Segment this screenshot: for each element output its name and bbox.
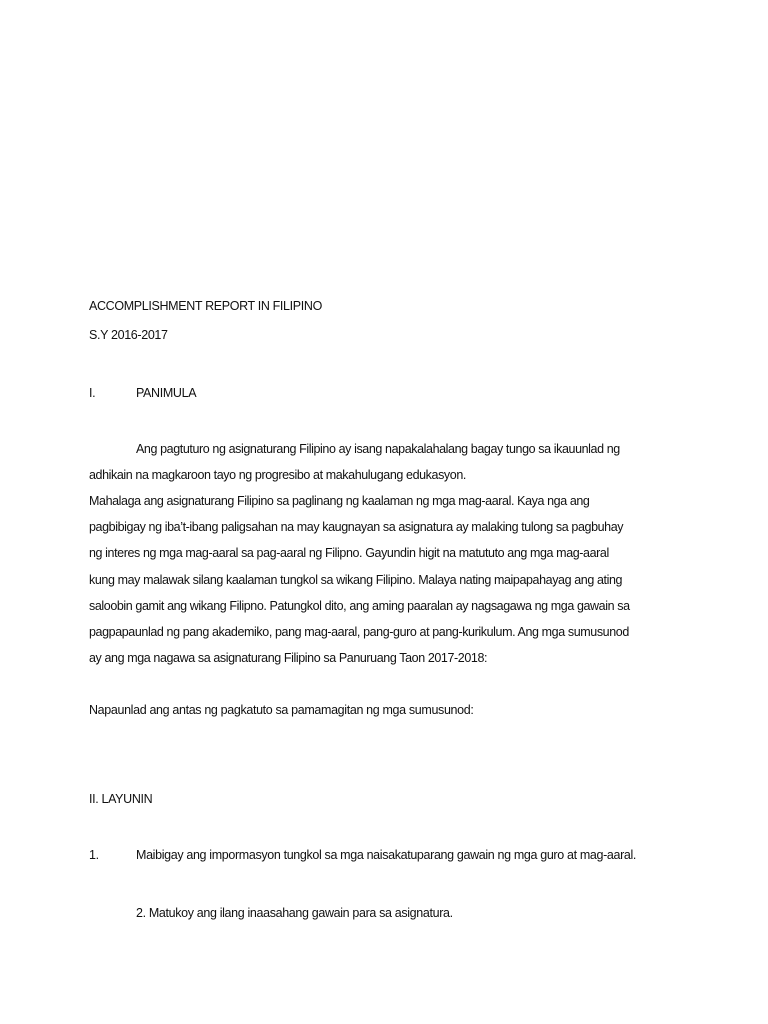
objective-number: 1. [89, 848, 99, 862]
paragraph-line: adhikain na magkaroon tayo ng progresibo at makahulugang edukasyon. [89, 468, 466, 482]
section-heading-panimula: PANIMULA [136, 386, 197, 400]
objective-item: 2. Matukoy ang ilang inaasahang gawain para sa asignatura. [136, 906, 453, 920]
paragraph-line: ay ang mga nagawa sa asignaturang Filipino sa Panuruang Taon 2017-2018: [89, 651, 488, 665]
paragraph-line: kung may malawak silang kaalaman tungkol sa wikang Filipino. Malaya nating maipapahayag ang ating [89, 573, 623, 587]
section-heading-layunin: II. LAYUNIN [89, 792, 153, 806]
section-number: I. [89, 386, 96, 400]
school-year: S.Y 2016-2017 [89, 328, 168, 342]
paragraph-line: Mahalaga ang asignaturang Filipino sa paglinang ng kaalaman ng mga mag-aaral. Kaya nga ang [89, 494, 590, 508]
objective-item: Maibigay ang impormasyon tungkol sa mga naisakatuparang gawain ng mga guro at mag-aaral. [136, 848, 637, 862]
paragraph-line: pagbibigay ng iba’t-ibang paligsahan na may kaugnayan sa asignatura ay malaking tulong sa pagbuhay [89, 520, 624, 534]
paragraph-line: ng interes ng mga mag-aaral sa pag-aaral ng Filipno. Gayundin higit na matututo ang mga mag-aaral [89, 546, 609, 560]
paragraph-line: saloobin gamit ang wikang Filipno. Patungkol dito, ang aming paaralan ay nagsagawa ng mga gawain sa [89, 599, 630, 613]
summary-line: Napaunlad ang antas ng pagkatuto sa pamamagitan ng mga sumusunod: [89, 703, 474, 717]
paragraph-line: pagpapaunlad ng pang akademiko, pang mag-aaral, pang-guro at pang-kurikulum. Ang mga sumusunod [89, 625, 629, 639]
report-title: ACCOMPLISHMENT REPORT IN FILIPINO [89, 299, 322, 313]
paragraph-line: Ang pagtuturo ng asignaturang Filipino ay isang napakalahalang bagay tungo sa ikauunlad ng [136, 442, 620, 456]
